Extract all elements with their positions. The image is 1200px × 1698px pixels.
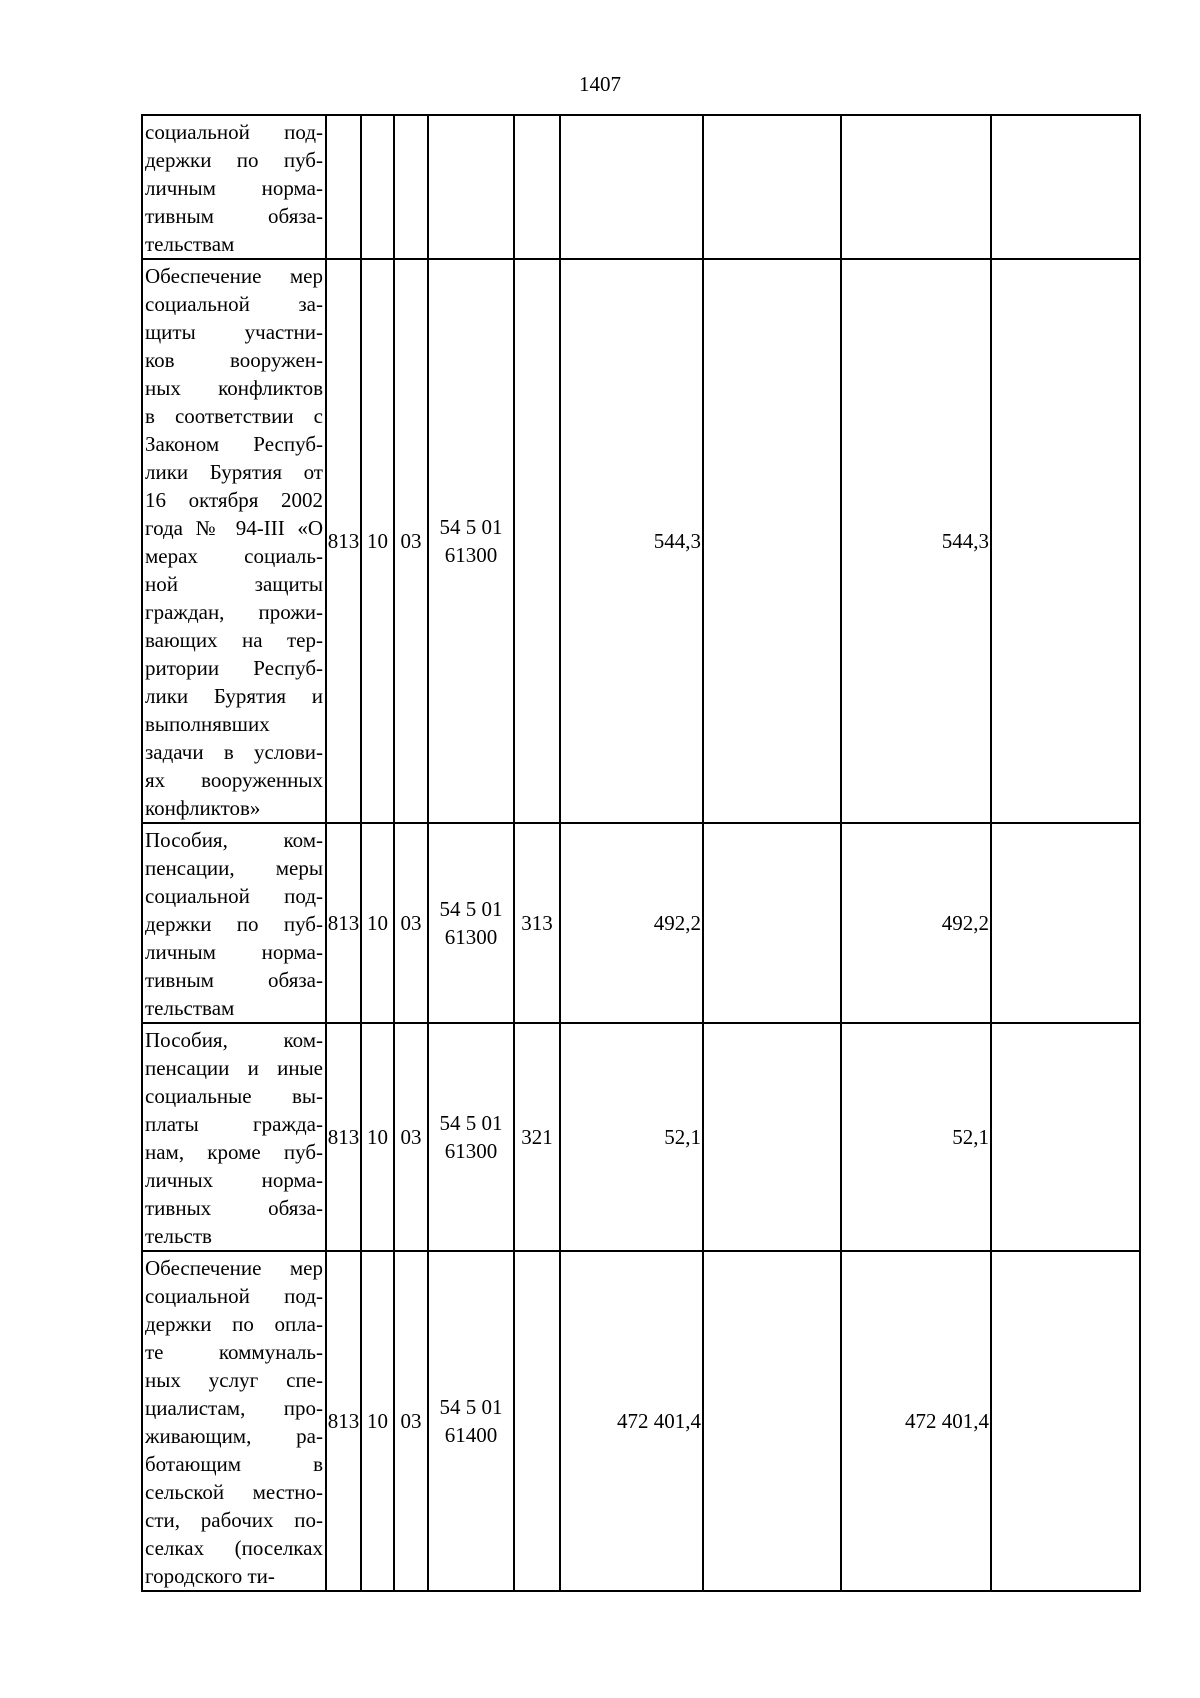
row-name-line: живающим, ра- [145, 1424, 323, 1448]
page-number: 1407 [579, 72, 621, 96]
section-code-cell [361, 115, 394, 259]
row-name-line: ритории Респуб- [145, 656, 323, 680]
empty-cell [991, 1251, 1140, 1591]
ministry-code-cell: 813 [326, 1251, 361, 1591]
row-name-line: ной защиты [145, 572, 323, 596]
row-name-line: выполнявших [145, 712, 270, 736]
row-name-line: ков вооружен- [145, 348, 323, 372]
expense-type-cell: 313 [514, 823, 560, 1023]
row-name-line: ных услуг спе- [145, 1368, 323, 1392]
amount-total-cell: 52,1 [841, 1023, 991, 1251]
target-article-line: 54 5 01 [439, 897, 503, 921]
amount-total-cell [841, 115, 991, 259]
row-name-cell [142, 1023, 326, 1251]
section-code-cell: 10 [361, 1251, 394, 1591]
table-row [142, 823, 1140, 1023]
table-row [142, 115, 1140, 259]
row-name-line: задачи в услови- [145, 740, 323, 764]
row-name-line: щиты участни- [145, 320, 323, 344]
row-name-line: нам, кроме пуб- [145, 1140, 323, 1164]
row-name-line: держки по опла- [145, 1312, 323, 1336]
row-name-line: социальной под- [145, 120, 323, 144]
row-name-line: те коммуналь- [145, 1340, 323, 1364]
target-article-cell [428, 1023, 514, 1251]
section-code-cell: 10 [361, 1023, 394, 1251]
amount-total-cell: 492,2 [841, 823, 991, 1023]
row-name-line: тельствам [145, 232, 235, 256]
expense-type-cell [514, 115, 560, 259]
target-article-line: 61300 [444, 543, 498, 567]
row-name-line: селках (поселках [145, 1536, 323, 1560]
empty-cell [703, 115, 841, 259]
amount-cell [560, 115, 703, 259]
expense-type-cell [514, 259, 560, 823]
row-name-cell [142, 1251, 326, 1591]
row-name-line: пенсации, меры [145, 856, 323, 880]
row-name-cell [142, 823, 326, 1023]
row-name-line: личным норма- [145, 176, 323, 200]
row-name-line: лики Бурятия от [145, 460, 323, 484]
row-name-cell [142, 115, 326, 259]
empty-cell [703, 1023, 841, 1251]
row-name-line: сельской местно- [145, 1480, 323, 1504]
expense-type-cell: 321 [514, 1023, 560, 1251]
target-article-cell [428, 1251, 514, 1591]
row-name-line: ях вооруженных [145, 768, 323, 792]
empty-cell [991, 259, 1140, 823]
row-name-line: городского ти- [145, 1564, 275, 1588]
empty-cell [991, 1023, 1140, 1251]
target-article-line: 54 5 01 [439, 515, 503, 539]
row-name-line: тивных обяза- [145, 1196, 323, 1220]
target-article-line: 61300 [444, 925, 498, 949]
row-name-line: тивным обяза- [145, 204, 323, 228]
row-name-line: пенсации и иные [145, 1056, 323, 1080]
budget-table [141, 114, 1141, 1592]
row-name-line: социальной за- [145, 292, 323, 316]
row-name-line: тивным обяза- [145, 968, 323, 992]
target-article-line: 54 5 01 [439, 1395, 503, 1419]
row-name-line: тельств [145, 1224, 212, 1248]
row-name-line: граждан, прожи- [145, 600, 323, 624]
row-name-line: социальной под- [145, 1284, 323, 1308]
row-name-line: личных норма- [145, 1168, 323, 1192]
row-name-line: Пособия, ком- [145, 1028, 323, 1052]
row-name-line: ных конфликтов [145, 376, 323, 400]
row-name-line: платы гражда- [145, 1112, 323, 1136]
amount-total-cell: 544,3 [841, 259, 991, 823]
subsection-code-cell: 03 [394, 259, 428, 823]
subsection-code-cell: 03 [394, 823, 428, 1023]
subsection-code-cell [394, 115, 428, 259]
target-article-cell [428, 259, 514, 823]
section-code-cell: 10 [361, 823, 394, 1023]
table-row [142, 259, 1140, 823]
row-name-line: сти, рабочих по- [145, 1508, 323, 1532]
amount-cell: 472 401,4 [560, 1251, 703, 1591]
target-article-cell [428, 115, 514, 259]
target-article-line: 61400 [444, 1423, 498, 1447]
amount-total-cell: 472 401,4 [841, 1251, 991, 1591]
row-name-line: ботающим в [145, 1452, 323, 1476]
row-name-line: лики Бурятия и [145, 684, 323, 708]
row-name-line: Обеспечение мер [145, 264, 323, 288]
row-name-line: вающих на тер- [145, 628, 323, 652]
target-article-cell [428, 823, 514, 1023]
target-article-line: 61300 [444, 1139, 498, 1163]
row-name-line: года № 94-III «О [145, 516, 323, 540]
amount-cell: 492,2 [560, 823, 703, 1023]
amount-cell: 544,3 [560, 259, 703, 823]
table-row [142, 1023, 1140, 1251]
row-name-line: в соответствии с [145, 404, 323, 428]
ministry-code-cell: 813 [326, 259, 361, 823]
row-name-line: держки по пуб- [145, 912, 323, 936]
row-name-line: мерах социаль- [145, 544, 323, 568]
row-name-line: Пособия, ком- [145, 828, 323, 852]
ministry-code-cell: 813 [326, 1023, 361, 1251]
subsection-code-cell: 03 [394, 1251, 428, 1591]
target-article-line: 54 5 01 [439, 1111, 503, 1135]
expense-type-cell [514, 1251, 560, 1591]
row-name-line: Обеспечение мер [145, 1256, 323, 1280]
empty-cell [703, 823, 841, 1023]
row-name-line: тельствам [145, 996, 235, 1020]
row-name-line: 16 октября 2002 [145, 488, 323, 512]
table-row [142, 1251, 1140, 1591]
row-name-line: конфликтов» [145, 796, 261, 820]
amount-cell: 52,1 [560, 1023, 703, 1251]
row-name-line: держки по пуб- [145, 148, 323, 172]
row-name-line: социальной под- [145, 884, 323, 908]
empty-cell [991, 115, 1140, 259]
ministry-code-cell: 813 [326, 823, 361, 1023]
empty-cell [991, 823, 1140, 1023]
subsection-code-cell: 03 [394, 1023, 428, 1251]
empty-cell [703, 1251, 841, 1591]
empty-cell [703, 259, 841, 823]
row-name-line: циалистам, про- [145, 1396, 323, 1420]
section-code-cell: 10 [361, 259, 394, 823]
row-name-line: личным норма- [145, 940, 323, 964]
ministry-code-cell [326, 115, 361, 259]
row-name-line: социальные вы- [145, 1084, 323, 1108]
row-name-line: Законом Респуб- [145, 432, 323, 456]
row-name-cell [142, 259, 326, 823]
